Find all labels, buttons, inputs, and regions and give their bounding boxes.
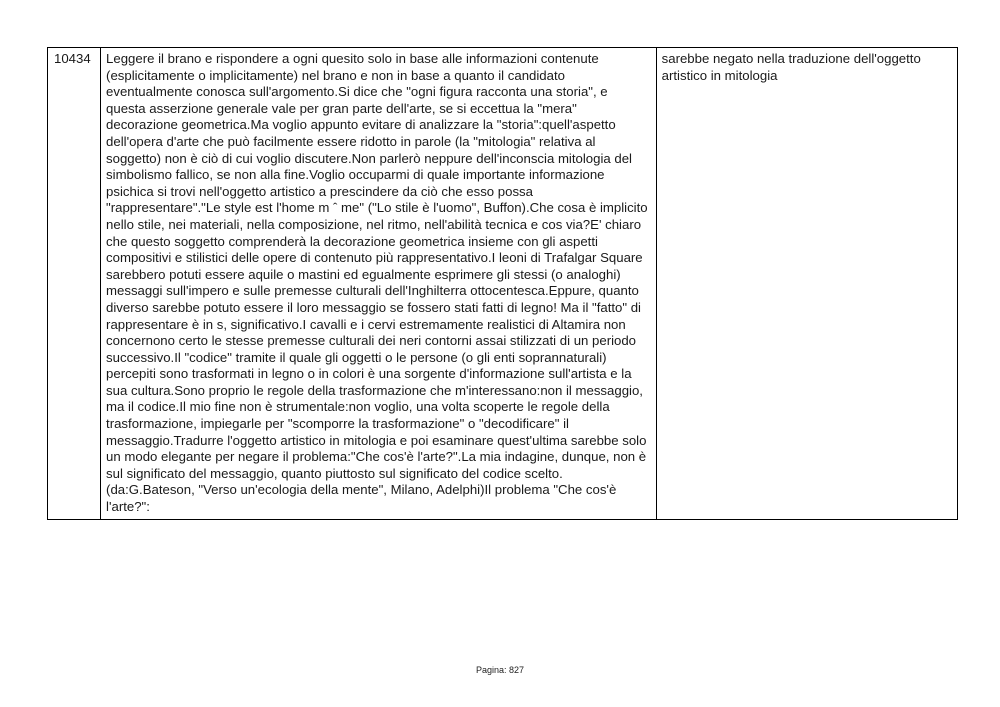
- question-text: Leggere il brano e rispondere a ogni quesito solo in base alle informazioni contenute (esplicitamente o implicitamente) nel brano e non in base a quanto il candidato eventualmente conosca sull'argomento.Si dice che "ogni figura racconta una storia", e questa asserzione generale vale per gran parte dell'arte, se si eccettua la "mera" decorazione geometrica.Ma voglio appunto evitare di analizzare la "storia":quell'aspetto dell'opera d'arte che può facilmente essere ridotto in parole (la "mitologia" relativa al soggetto) non è ciò di cui voglio discutere.Non parlerò neppure dell'inconscia mitologia del simbolismo fallico, se non alla fine.Voglio occuparmi di quale importante informazione psichica si trovi nell'oggetto artistico a prescindere da ciò che esso possa "rappresentare"."Le style est l'home m ˆ me" ("Lo stile è l'uomo", Buffon).Che cosa è implicito nello stile, nei materiali, nella composizione, nel ritmo, nell'abilità tecnica e cos via?E' chiaro che questo soggetto comprenderà la decorazione geometrica insieme con gli aspetti compositivi e stilistici delle opere di contenuto più rappresentativo.I leoni di Trafalgar Square sarebbero potuti essere aquile o mastini ed egualmente esprimere gli stessi (o analoghi) messaggi sull'impero e sulle premesse culturali dell'Inghilterra ottocentesca.Eppure, quanto diverso sarebbe potuto essere il loro messaggio se fossero stati fatti di legno! Ma il "fatto" di rappresentare è in s, significativo.I cavalli e i cervi estremamente realistici di Altamira non concernono certo le stesse premesse culturali dei neri contorni assai stilizzati di un periodo successivo.Il "codice" tramite il quale gli oggetti o le persone (o gli enti soprannaturali) percepiti sono trasformati in legno o in colori è una sorgente d'informazione sull'artista e la sua cultura.Sono proprio le regole della trasformazione che m'interessano:non il messaggio, ma il codice.Il mio fine non è strumentale:non voglio, una volta scoperte le regole della trasformazione, impiegarle per "scomporre la trasformazione" o "decodificare" il messaggio.Tradurre l'oggetto artistico in mitologia e poi esaminare quest'ultima sarebbe solo un modo elegante per negare il problema:"Che cos'è l'arte?".La mia indagine, dunque, non è sul significato del messaggio, quanto piuttosto sul significato del codice scelto.(da:G.Bateson, "Verso un'ecologia della mente", Milano, Adelphi)Il problema "Che cos'è l'arte?":: [101, 48, 657, 520]
- question-table: [47, 47, 958, 520]
- table-row: [48, 48, 958, 520]
- question-id: 10434: [48, 48, 101, 520]
- page-number: Pagina: 827: [475, 665, 525, 675]
- answer-text: sarebbe negato nella traduzione dell'oggetto artistico in mitologia: [656, 48, 957, 520]
